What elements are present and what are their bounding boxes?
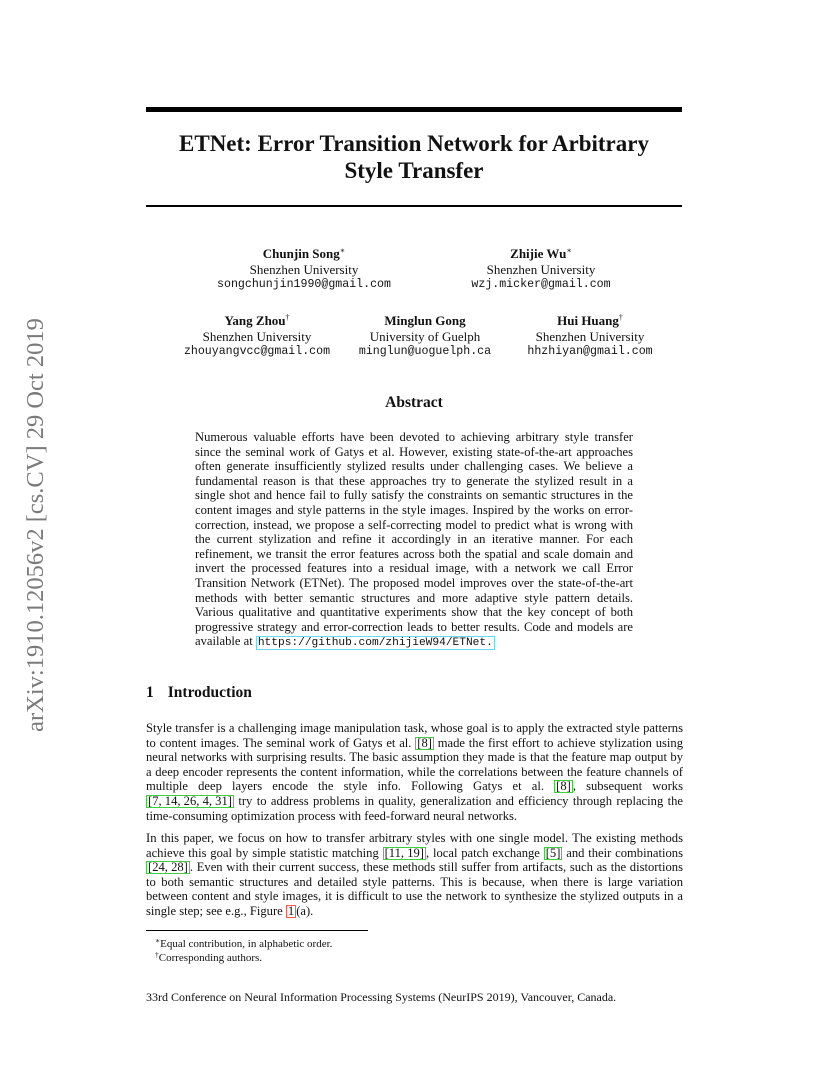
figure-reference-link[interactable]: 1 xyxy=(287,903,295,918)
author-email: wzj.micker@gmail.com xyxy=(471,278,611,291)
title-top-rule xyxy=(146,107,682,112)
citation-link[interactable]: [7, 14, 26, 4, 31] xyxy=(148,793,232,808)
abstract-heading: Abstract xyxy=(385,394,443,411)
paper-title xyxy=(146,130,682,184)
paragraph-text: , local patch exchange xyxy=(426,845,544,860)
code-repository-link[interactable]: https://github.com/zhijieW94/ETNet. xyxy=(257,637,493,650)
paragraph-text: In this paper, we focus on how to transfer arbitrary styles with one single model. The existing methods achieve this goal by simple statistic matching xyxy=(146,831,683,860)
paragraph-text: . Even with their current success, these methods still suffer from artifacts, such as the distortions to both semantic structures and detailed style patterns. This is because, when there is large variation between content and style images, it is difficult to use the network to synthesize the stylized outputs in a single step; see e.g., Figure xyxy=(146,860,683,918)
author-name: Yang Zhou† xyxy=(224,313,290,328)
author-email: songchunjin1990@gmail.com xyxy=(217,278,391,291)
conference-footer: 33rd Conference on Neural Information Processing Systems (NeurIPS 2019), Vancouver, Canada. xyxy=(146,990,617,1004)
paragraph-text: made the first effort to achieve stylization using neural networks with surprising results. The basic assumption they made is that the feature map output by a deep encoder represents the content information, while the correlations between the feature channels of multiple deep layers encode the style info. Following Gatys et al. xyxy=(146,735,683,794)
citation-link[interactable]: [24, 28] xyxy=(148,860,188,875)
intro-paragraph-1 xyxy=(146,721,683,823)
paragraph-text: (a). xyxy=(296,903,314,918)
abstract-text: Numerous valuable efforts have been devoted to achieving arbitrary style transfer since the seminal work of Gatys et al. However, existing state-of-the-art approaches often generate insufficiently stylized results under challenging cases. We believe a fundamental reason is that these approaches try to generate the stylized result in a single shot and hence fail to fully satisfy the constraints on semantic structures in the content images and style patterns in the style images. Inspired by the works on error-correction, instead, we propose a self-correcting model to predict what is wrong with the current stylization and refine it accordingly in an iterative manner. For each refinement, we transit the error features across both the spatial and scale domain and invert the processed features into a residual image, with a network we call Error Transition Network (ETNet). The proposed model improves over the state-of-the-art methods with better semantic structures and more adaptive style pattern details. Various qualitative and quantitative experiments show that the key concept of both progressive strategy and error-correction leads to better results. Code and models are available at xyxy=(195,430,633,649)
abstract-body xyxy=(195,430,633,651)
intro-paragraph-2 xyxy=(146,831,683,919)
title-line-1: ETNet: Error Transition Network for Arbitrary xyxy=(179,131,649,156)
author-name: Minglun Gong xyxy=(384,313,466,328)
author-block-2 xyxy=(421,243,661,293)
section-heading-introduction xyxy=(146,684,252,702)
paragraph-text: and their combinations xyxy=(562,845,683,860)
paragraph-text: Style transfer is a challenging image manipulation task, whose goal is to apply the extracted style patterns to content images. The seminal work of Gatys et al. xyxy=(146,721,683,750)
section-title: Introduction xyxy=(167,684,252,701)
footnote-equal-contribution: ∗Equal contribution, in alphabetic order. xyxy=(155,936,333,950)
footnote-corresponding-authors: †Corresponding authors. xyxy=(155,950,263,964)
section-number: 1 xyxy=(146,684,154,701)
paragraph-text: , subsequent works xyxy=(572,779,683,794)
citation-link[interactable]: [8] xyxy=(417,735,432,750)
paragraph-text: try to address problems in quality, generalization and efficiency through replacing the time-consuming optimization process with feed-forward neural networks. xyxy=(146,793,683,823)
author-name: Zhijie Wu∗ xyxy=(510,246,572,261)
author-name: Hui Huang† xyxy=(557,313,623,328)
author-email: minglun@uoguelph.ca xyxy=(358,345,492,358)
author-email: hhzhiyan@gmail.com xyxy=(527,345,653,358)
author-affiliation: Shenzhen University xyxy=(249,261,359,277)
author-email: zhouyangvcc@gmail.com xyxy=(183,345,331,358)
arxiv-identifier-stamp: arXiv:1910.12056v2 [cs.CV] 29 Oct 2019 xyxy=(22,318,49,732)
citation-link[interactable]: [5] xyxy=(545,845,561,860)
author-affiliation: Shenzhen University xyxy=(535,328,645,344)
citation-link[interactable]: [8] xyxy=(556,779,571,794)
author-name: Chunjin Song∗ xyxy=(262,246,346,261)
author-block-5 xyxy=(470,310,710,360)
citation-link[interactable]: [11, 19] xyxy=(384,845,424,860)
footnote-rule xyxy=(146,930,368,931)
author-affiliation: Shenzhen University xyxy=(202,328,312,344)
author-affiliation: Shenzhen University xyxy=(486,261,596,277)
title-line-2: Style Transfer xyxy=(344,158,484,183)
author-block-1 xyxy=(184,243,424,293)
author-affiliation: University of Guelph xyxy=(369,328,481,344)
title-bottom-rule xyxy=(146,205,682,207)
